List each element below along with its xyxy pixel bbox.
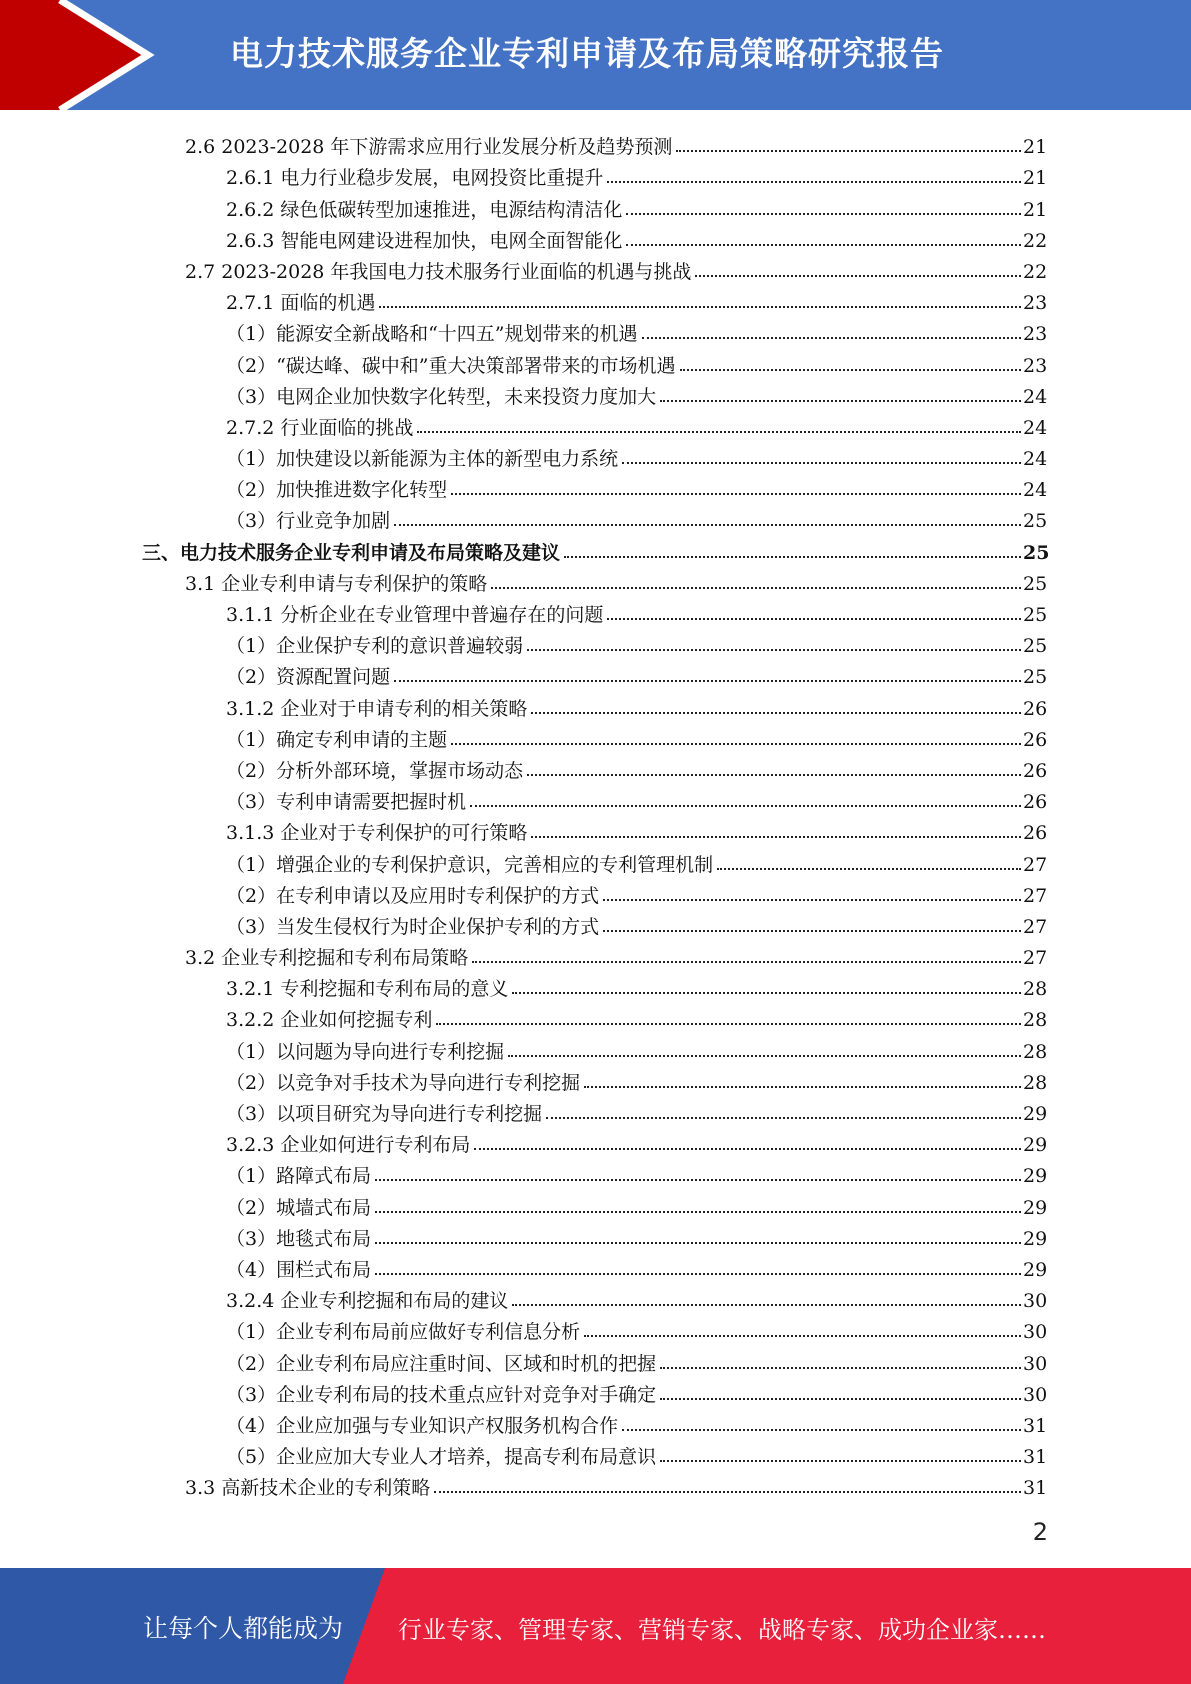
toc-entry-label: （2）在专利申请以及应用时专利保护的方式 [226, 884, 600, 907]
toc-entry[interactable] [0, 876, 1191, 907]
toc-entry-page: 30 [1023, 1290, 1048, 1313]
toc-entry-page: 27 [1023, 947, 1048, 970]
toc-leader-dots [584, 1086, 1021, 1088]
toc-leader-dots [584, 1335, 1021, 1337]
toc-leader-dots [491, 587, 1021, 589]
toc-leader-dots [451, 493, 1021, 495]
toc-entry[interactable] [0, 1281, 1191, 1312]
toc-entry[interactable] [0, 127, 1191, 158]
toc-entry-page: 27 [1023, 853, 1048, 876]
toc-leader-dots [531, 836, 1021, 838]
toc-entry-page: 26 [1023, 791, 1048, 814]
toc-leader-dots [603, 930, 1021, 932]
toc-entry-page: 24 [1023, 479, 1048, 502]
toc-entry[interactable] [0, 1031, 1191, 1062]
toc-entry[interactable] [0, 439, 1191, 470]
toc-leader-dots [695, 275, 1021, 277]
toc-entry[interactable] [0, 1187, 1191, 1218]
page-number: 2 [1032, 1518, 1048, 1546]
toc-entry-label: 3.1.1 分析企业在专业管理中普遍存在的问题 [226, 604, 604, 626]
toc-entry-label: 3.2.1 专利挖掘和专利布局的意义 [226, 978, 509, 1001]
toc-entry-page: 21 [1023, 198, 1048, 221]
toc-leader-dots [451, 743, 1021, 745]
toc-leader-dots [626, 244, 1021, 246]
toc-entry-label: （1）企业保护专利的意识普遍较弱 [226, 635, 524, 658]
table-of-contents [0, 127, 1191, 1499]
toc-leader-dots [642, 337, 1021, 339]
toc-entry-label: 2.6.1 电力行业稳步发展，电网投资比重提升 [226, 167, 604, 190]
toc-entry[interactable] [0, 1468, 1191, 1499]
toc-entry-label: （5）企业应加大专业人才培养，提高专利布局意识 [226, 1446, 657, 1469]
toc-entry-label: 2.6.2 绿色低碳转型加速推进，电源结构清洁化 [226, 198, 623, 221]
toc-entry-label: （3）电网企业加快数字化转型，未来投资力度加大 [226, 385, 657, 408]
page-header [0, 0, 1191, 110]
toc-entry[interactable] [0, 532, 1191, 563]
report-title: 电力技术服务企业专利申请及布局策略研究报告 [230, 34, 944, 73]
toc-entry[interactable] [0, 1312, 1191, 1343]
toc-entry-label: （4）围栏式布局 [226, 1258, 372, 1281]
toc-entry-page: 31 [1023, 1446, 1048, 1469]
toc-entry-label: （1）能源安全新战略和“十四五”规划带来的机遇 [226, 323, 638, 346]
toc-leader-dots [676, 150, 1021, 152]
toc-entry-page: 22 [1023, 260, 1048, 283]
toc-entry[interactable] [0, 189, 1191, 220]
toc-entry-page: 28 [1023, 978, 1048, 1001]
toc-entry-page: 29 [1023, 1196, 1048, 1219]
toc-entry[interactable] [0, 314, 1191, 345]
toc-entry[interactable] [0, 1156, 1191, 1187]
toc-entry[interactable] [0, 1343, 1191, 1374]
toc-entry[interactable] [0, 564, 1191, 595]
toc-leader-dots [375, 1179, 1021, 1181]
toc-entry[interactable] [0, 501, 1191, 532]
toc-leader-dots [417, 431, 1021, 433]
toc-entry-page: 23 [1023, 323, 1048, 346]
toc-entry-label: 3.2.3 企业如何进行专利布局 [226, 1134, 471, 1157]
toc-entry-page: 24 [1023, 448, 1048, 471]
toc-leader-dots [375, 1273, 1021, 1275]
toc-entry-page: 29 [1023, 1258, 1048, 1281]
toc-leader-dots [379, 306, 1021, 308]
toc-leader-dots [626, 213, 1021, 215]
toc-entry[interactable] [0, 688, 1191, 719]
toc-entry-label: 2.6.3 智能电网建设进程加快，电网全面智能化 [226, 229, 623, 252]
toc-entry-label: 3.3 高新技术企业的专利策略 [185, 1477, 431, 1500]
toc-entry[interactable] [0, 907, 1191, 938]
toc-entry-page: 25 [1023, 572, 1048, 595]
toc-entry-label: （1）确定专利申请的主题 [226, 728, 448, 751]
toc-entry-label: （2）分析外部环境，掌握市场动态 [226, 759, 524, 782]
toc-entry[interactable] [0, 470, 1191, 501]
toc-entry[interactable] [0, 782, 1191, 813]
toc-entry[interactable] [0, 345, 1191, 376]
toc-entry-page: 28 [1023, 1040, 1048, 1063]
toc-entry-page: 28 [1023, 1009, 1048, 1032]
toc-entry-label: （2）企业专利布局应注重时间、区域和时机的把握 [226, 1352, 657, 1375]
toc-leader-dots [660, 1398, 1021, 1400]
toc-entry-page: 25 [1023, 510, 1048, 533]
toc-leader-dots [546, 1117, 1021, 1119]
toc-leader-dots [607, 618, 1021, 620]
toc-entry-page: 27 [1023, 884, 1048, 907]
toc-leader-dots [660, 1460, 1021, 1462]
toc-entry[interactable] [0, 657, 1191, 688]
toc-entry-label: 三、电力技术服务企业专利申请及布局策略及建议 [142, 541, 561, 564]
toc-entry-label: 2.7.1 面临的机遇 [226, 292, 376, 315]
toc-entry-page: 29 [1023, 1227, 1048, 1250]
toc-leader-dots [434, 1491, 1021, 1493]
toc-entry-page: 31 [1023, 1414, 1048, 1437]
toc-entry-label: （1）加快建设以新能源为主体的新型电力系统 [226, 448, 619, 471]
toc-entry-label: （3）企业专利布局的技术重点应针对竞争对手确定 [226, 1383, 657, 1406]
toc-entry-label: 3.2.4 企业专利挖掘和布局的建议 [226, 1290, 509, 1313]
toc-entry-label: （1）路障式布局 [226, 1165, 372, 1188]
toc-entry[interactable] [0, 221, 1191, 252]
toc-entry[interactable] [0, 969, 1191, 1000]
toc-entry-label: （2）加快推进数字化转型 [226, 479, 448, 502]
toc-leader-dots [474, 1148, 1021, 1150]
toc-entry-label: （1）以问题为导向进行专利挖掘 [226, 1040, 505, 1063]
toc-leader-dots [512, 1304, 1021, 1306]
toc-entry-label: 3.1.3 企业对于专利保护的可行策略 [226, 822, 528, 845]
toc-entry-label: 2.7.2 行业面临的挑战 [226, 416, 414, 439]
toc-entry-page: 21 [1023, 136, 1048, 159]
toc-leader-dots [436, 1023, 1021, 1025]
toc-entry-page: 23 [1023, 354, 1048, 377]
toc-entry-page: 25 [1023, 604, 1048, 626]
toc-entry[interactable] [0, 813, 1191, 844]
toc-entry-page: 28 [1023, 1071, 1048, 1094]
toc-entry[interactable] [0, 595, 1191, 626]
toc-leader-dots [622, 462, 1021, 464]
toc-entry-page: 23 [1023, 292, 1048, 315]
toc-entry-page: 25 [1023, 635, 1048, 658]
toc-entry[interactable] [0, 377, 1191, 408]
toc-leader-dots [470, 805, 1021, 807]
toc-entry-page: 26 [1023, 759, 1048, 782]
toc-entry-label: 3.2 企业专利挖掘和专利布局策略 [185, 947, 469, 970]
toc-entry-label: （3）当发生侵权行为时企业保护专利的方式 [226, 915, 600, 938]
toc-entry-label: （2）以竞争对手技术为导向进行专利挖掘 [226, 1071, 581, 1094]
toc-leader-dots [472, 961, 1021, 963]
toc-entry-label: （1）企业专利布局前应做好专利信息分析 [226, 1321, 581, 1344]
toc-entry-label: （2）资源配置问题 [226, 666, 391, 689]
toc-entry-page: 30 [1023, 1383, 1048, 1406]
toc-entry-label: 3.1 企业专利申请与专利保护的策略 [185, 572, 488, 595]
toc-leader-dots [527, 649, 1021, 651]
toc-entry-page: 31 [1023, 1477, 1048, 1500]
toc-entry[interactable] [0, 1250, 1191, 1281]
toc-leader-dots [375, 1242, 1021, 1244]
toc-entry[interactable] [0, 626, 1191, 657]
toc-leader-dots [527, 774, 1021, 776]
toc-entry-label: （2）城墙式布局 [226, 1196, 372, 1219]
toc-entry-page: 24 [1023, 416, 1048, 439]
toc-entry[interactable] [0, 1437, 1191, 1468]
toc-entry[interactable] [0, 1406, 1191, 1437]
toc-entry-page: 24 [1023, 385, 1048, 408]
toc-entry[interactable] [0, 720, 1191, 751]
toc-entry[interactable] [0, 283, 1191, 314]
footer-roles: 行业专家、管理专家、营销专家、战略专家、成功企业家…… [398, 1616, 1046, 1644]
toc-entry-label: 2.6 2023-2028 年下游需求应用行业发展分析及趋势预测 [185, 136, 673, 159]
toc-entry-page: 25 [1023, 666, 1048, 689]
toc-leader-dots [660, 400, 1021, 402]
toc-entry[interactable] [0, 408, 1191, 439]
toc-entry-page: 26 [1023, 697, 1048, 720]
toc-entry[interactable] [0, 252, 1191, 283]
toc-entry-label: （4）企业应加强与专业知识产权服务机构合作 [226, 1414, 619, 1437]
toc-entry-label: 3.1.2 企业对于申请专利的相关策略 [226, 697, 528, 720]
toc-entry-label: （1）增强企业的专利保护意识，完善相应的专利管理机制 [226, 853, 714, 876]
toc-entry[interactable] [0, 751, 1191, 782]
toc-entry[interactable] [0, 1125, 1191, 1156]
toc-entry-label: （2）“碳达峰、碳中和”重大决策部署带来的市场机遇 [226, 354, 676, 377]
toc-entry-page: 30 [1023, 1352, 1048, 1375]
footer-slogan: 让每个人都能成为 [143, 1614, 344, 1643]
toc-entry[interactable] [0, 158, 1191, 189]
toc-entry[interactable] [0, 1375, 1191, 1406]
toc-entry-page: 26 [1023, 822, 1048, 845]
toc-leader-dots [607, 181, 1021, 183]
toc-entry[interactable] [0, 1000, 1191, 1031]
toc-entry[interactable] [0, 1094, 1191, 1125]
toc-leader-dots [512, 992, 1021, 994]
toc-entry[interactable] [0, 1219, 1191, 1250]
toc-entry-page: 27 [1023, 915, 1048, 938]
toc-entry-label: 2.7 2023-2028 年我国电力技术服务行业面临的机遇与挑战 [185, 260, 692, 283]
toc-entry-page: 22 [1023, 229, 1048, 252]
toc-leader-dots [603, 899, 1021, 901]
toc-entry-page: 26 [1023, 728, 1048, 751]
toc-leader-dots [394, 680, 1021, 682]
toc-entry[interactable] [0, 1063, 1191, 1094]
toc-entry-label: （3）专利申请需要把握时机 [226, 791, 467, 814]
toc-entry-page: 29 [1023, 1165, 1048, 1188]
toc-entry-label: （3）行业竞争加剧 [226, 510, 391, 533]
toc-leader-dots [660, 1367, 1021, 1369]
toc-leader-dots [680, 369, 1021, 371]
toc-leader-dots [564, 556, 1021, 558]
toc-entry-page: 29 [1023, 1103, 1048, 1125]
toc-entry-page: 29 [1023, 1134, 1048, 1157]
red-arrow-decoration [0, 0, 160, 110]
toc-leader-dots [508, 1055, 1021, 1057]
toc-entry-page: 21 [1023, 167, 1048, 190]
toc-entry-label: （3）地毯式布局 [226, 1227, 372, 1250]
toc-entry[interactable] [0, 844, 1191, 875]
toc-leader-dots [394, 524, 1021, 526]
toc-entry-label: 3.2.2 企业如何挖掘专利 [226, 1009, 433, 1032]
toc-leader-dots [375, 1211, 1021, 1213]
toc-leader-dots [622, 1429, 1021, 1431]
toc-entry-label: （3）以项目研究为导向进行专利挖掘 [226, 1103, 543, 1125]
toc-entry-page: 30 [1023, 1321, 1048, 1344]
toc-leader-dots [531, 712, 1021, 714]
toc-leader-dots [717, 868, 1021, 870]
page-footer [0, 1568, 1191, 1684]
toc-entry-page: 25 [1023, 541, 1050, 564]
toc-entry[interactable] [0, 938, 1191, 969]
